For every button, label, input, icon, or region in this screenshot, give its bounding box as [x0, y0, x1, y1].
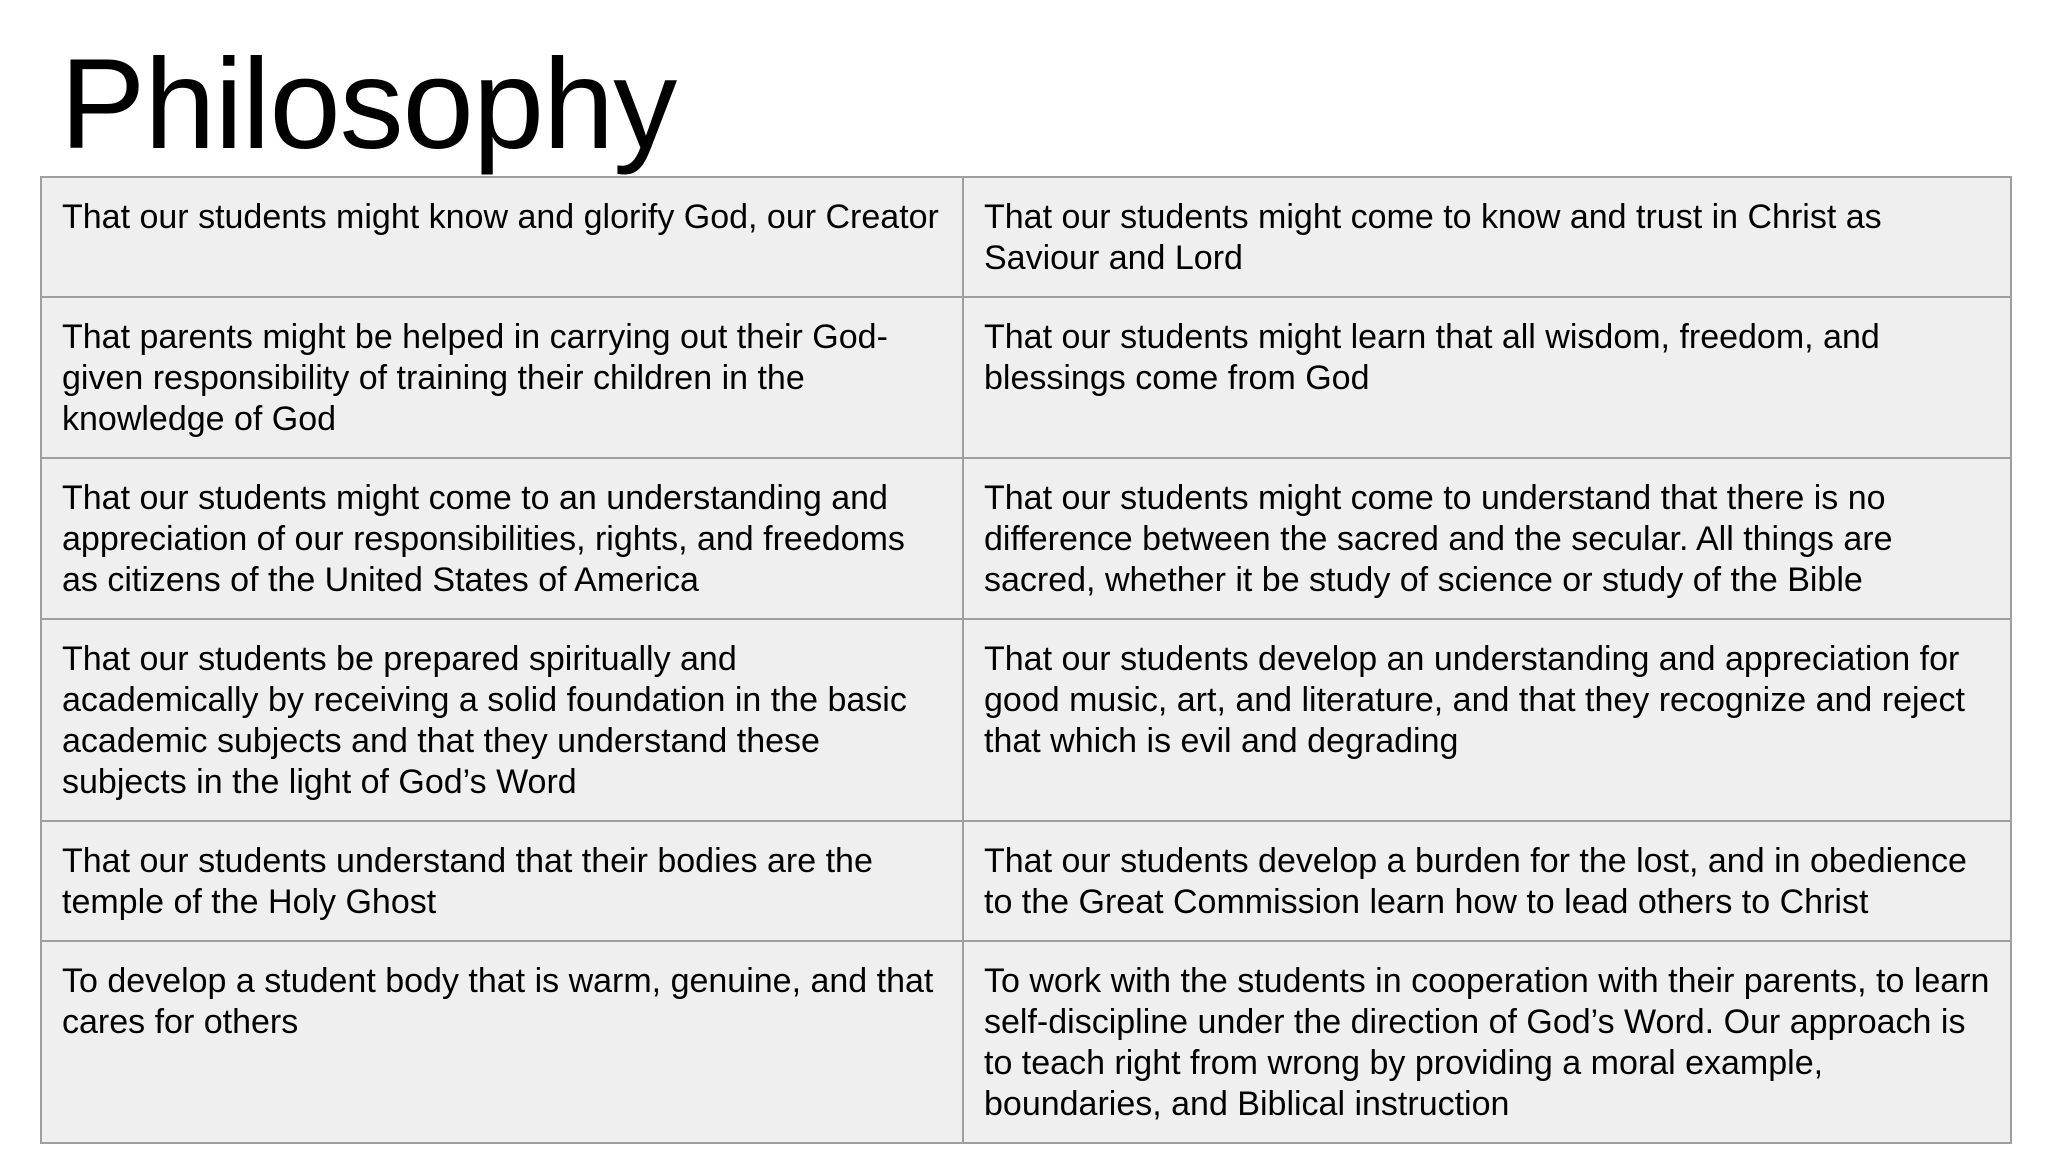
philosophy-table: [40, 176, 2012, 1144]
table-cell-right: That our students develop a burden for the lost, and in obedience to the Great Commission learn how to lead others to Christ: [963, 821, 2011, 941]
table-cell-right: That our students might learn that all wisdom, freedom, and blessings come from God: [963, 297, 2011, 458]
table-cell-left: That our students understand that their bodies are the temple of the Holy Ghost: [41, 821, 963, 941]
table-cell-right: To work with the students in cooperation with their parents, to learn self-discipline under the direction of God’s Word. Our approach is to teach right from wrong by providing a moral example, boundaries, and Biblical instruction: [963, 941, 2011, 1143]
table-cell-left: That our students might come to an understanding and appreciation of our responsibilities, rights, and freedoms as citizens of the United States of America: [41, 458, 963, 619]
table-row: [41, 941, 2011, 1143]
page-title: Philosophy: [60, 33, 677, 176]
table-cell-right: That our students might come to know and trust in Christ as Saviour and Lord: [963, 177, 2011, 297]
table-row: [41, 458, 2011, 619]
table-row: [41, 297, 2011, 458]
table-row: [41, 821, 2011, 941]
table-cell-right: That our students might come to understand that there is no difference between the sacred and the secular. All things are sacred, whether it be study of science or study of the Bible: [963, 458, 2011, 619]
table-cell-left: That our students be prepared spiritually and academically by receiving a solid foundation in the basic academic subjects and that they understand these subjects in the light of God’s Word: [41, 619, 963, 821]
table-row: [41, 619, 2011, 821]
table-cell-left: That our students might know and glorify God, our Creator: [41, 177, 963, 297]
table-row: [41, 177, 2011, 297]
table-cell-left: That parents might be helped in carrying out their God-given responsibility of training their children in the knowledge of God: [41, 297, 963, 458]
table-cell-right: That our students develop an understanding and appreciation for good music, art, and literature, and that they recognize and reject that which is evil and degrading: [963, 619, 2011, 821]
table-cell-left: To develop a student body that is warm, genuine, and that cares for others: [41, 941, 963, 1143]
